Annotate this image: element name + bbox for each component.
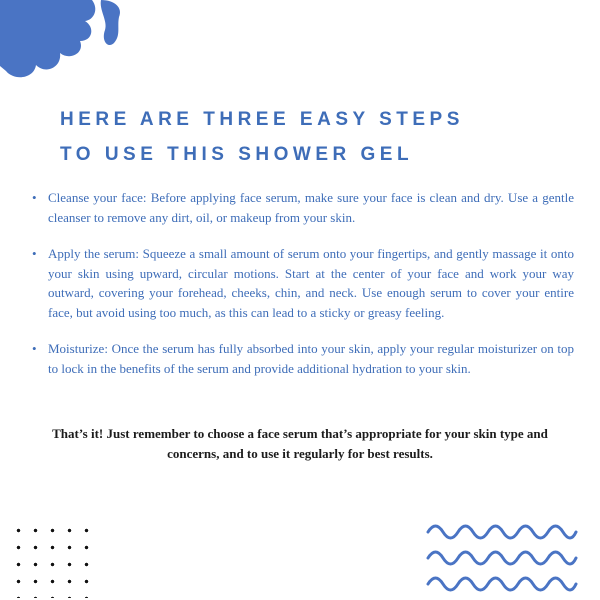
footer-note: That’s it! Just remember to choose a face serum that’s appropriate for your skin type and concerns, and to use it regularly for best results.: [52, 426, 548, 462]
list-item-moisturize: [30, 339, 574, 378]
step-text: Apply the serum: Squeeze a small amount of serum onto your fingertips, and gently massage it onto your skin using upward, circular motions. Start at the center of your face and work your way outward, covering your forehead, cheeks, chin, and neck. Use enough serum to cover your entire face, but avoid using too much, as this can lead to a sticky or greasy feeling.: [48, 246, 574, 320]
paint-splash-icon: [0, 0, 145, 100]
page-title: [60, 102, 464, 172]
wave-lines-icon: [426, 520, 578, 594]
page-title-line2: TO USE THIS SHOWER GEL: [60, 144, 414, 166]
step-text: Moisturize: Once the serum has fully absorbed into your skin, apply your regular moisturizer on top to lock in the benefits of the serum and provide additional hydration to your skin.: [48, 341, 574, 376]
dot-grid-icon: [6, 516, 94, 598]
page-title-line1: HERE ARE THREE EASY STEPS: [60, 109, 464, 130]
steps-list: [30, 188, 574, 395]
list-item-cleanse: [30, 188, 574, 227]
step-text: Cleanse your face: Before applying face serum, make sure your face is clean and dry. Use a gentle cleanser to remove any dirt, oil, or makeup from your skin.: [48, 190, 574, 225]
list-item-apply: [30, 244, 574, 322]
